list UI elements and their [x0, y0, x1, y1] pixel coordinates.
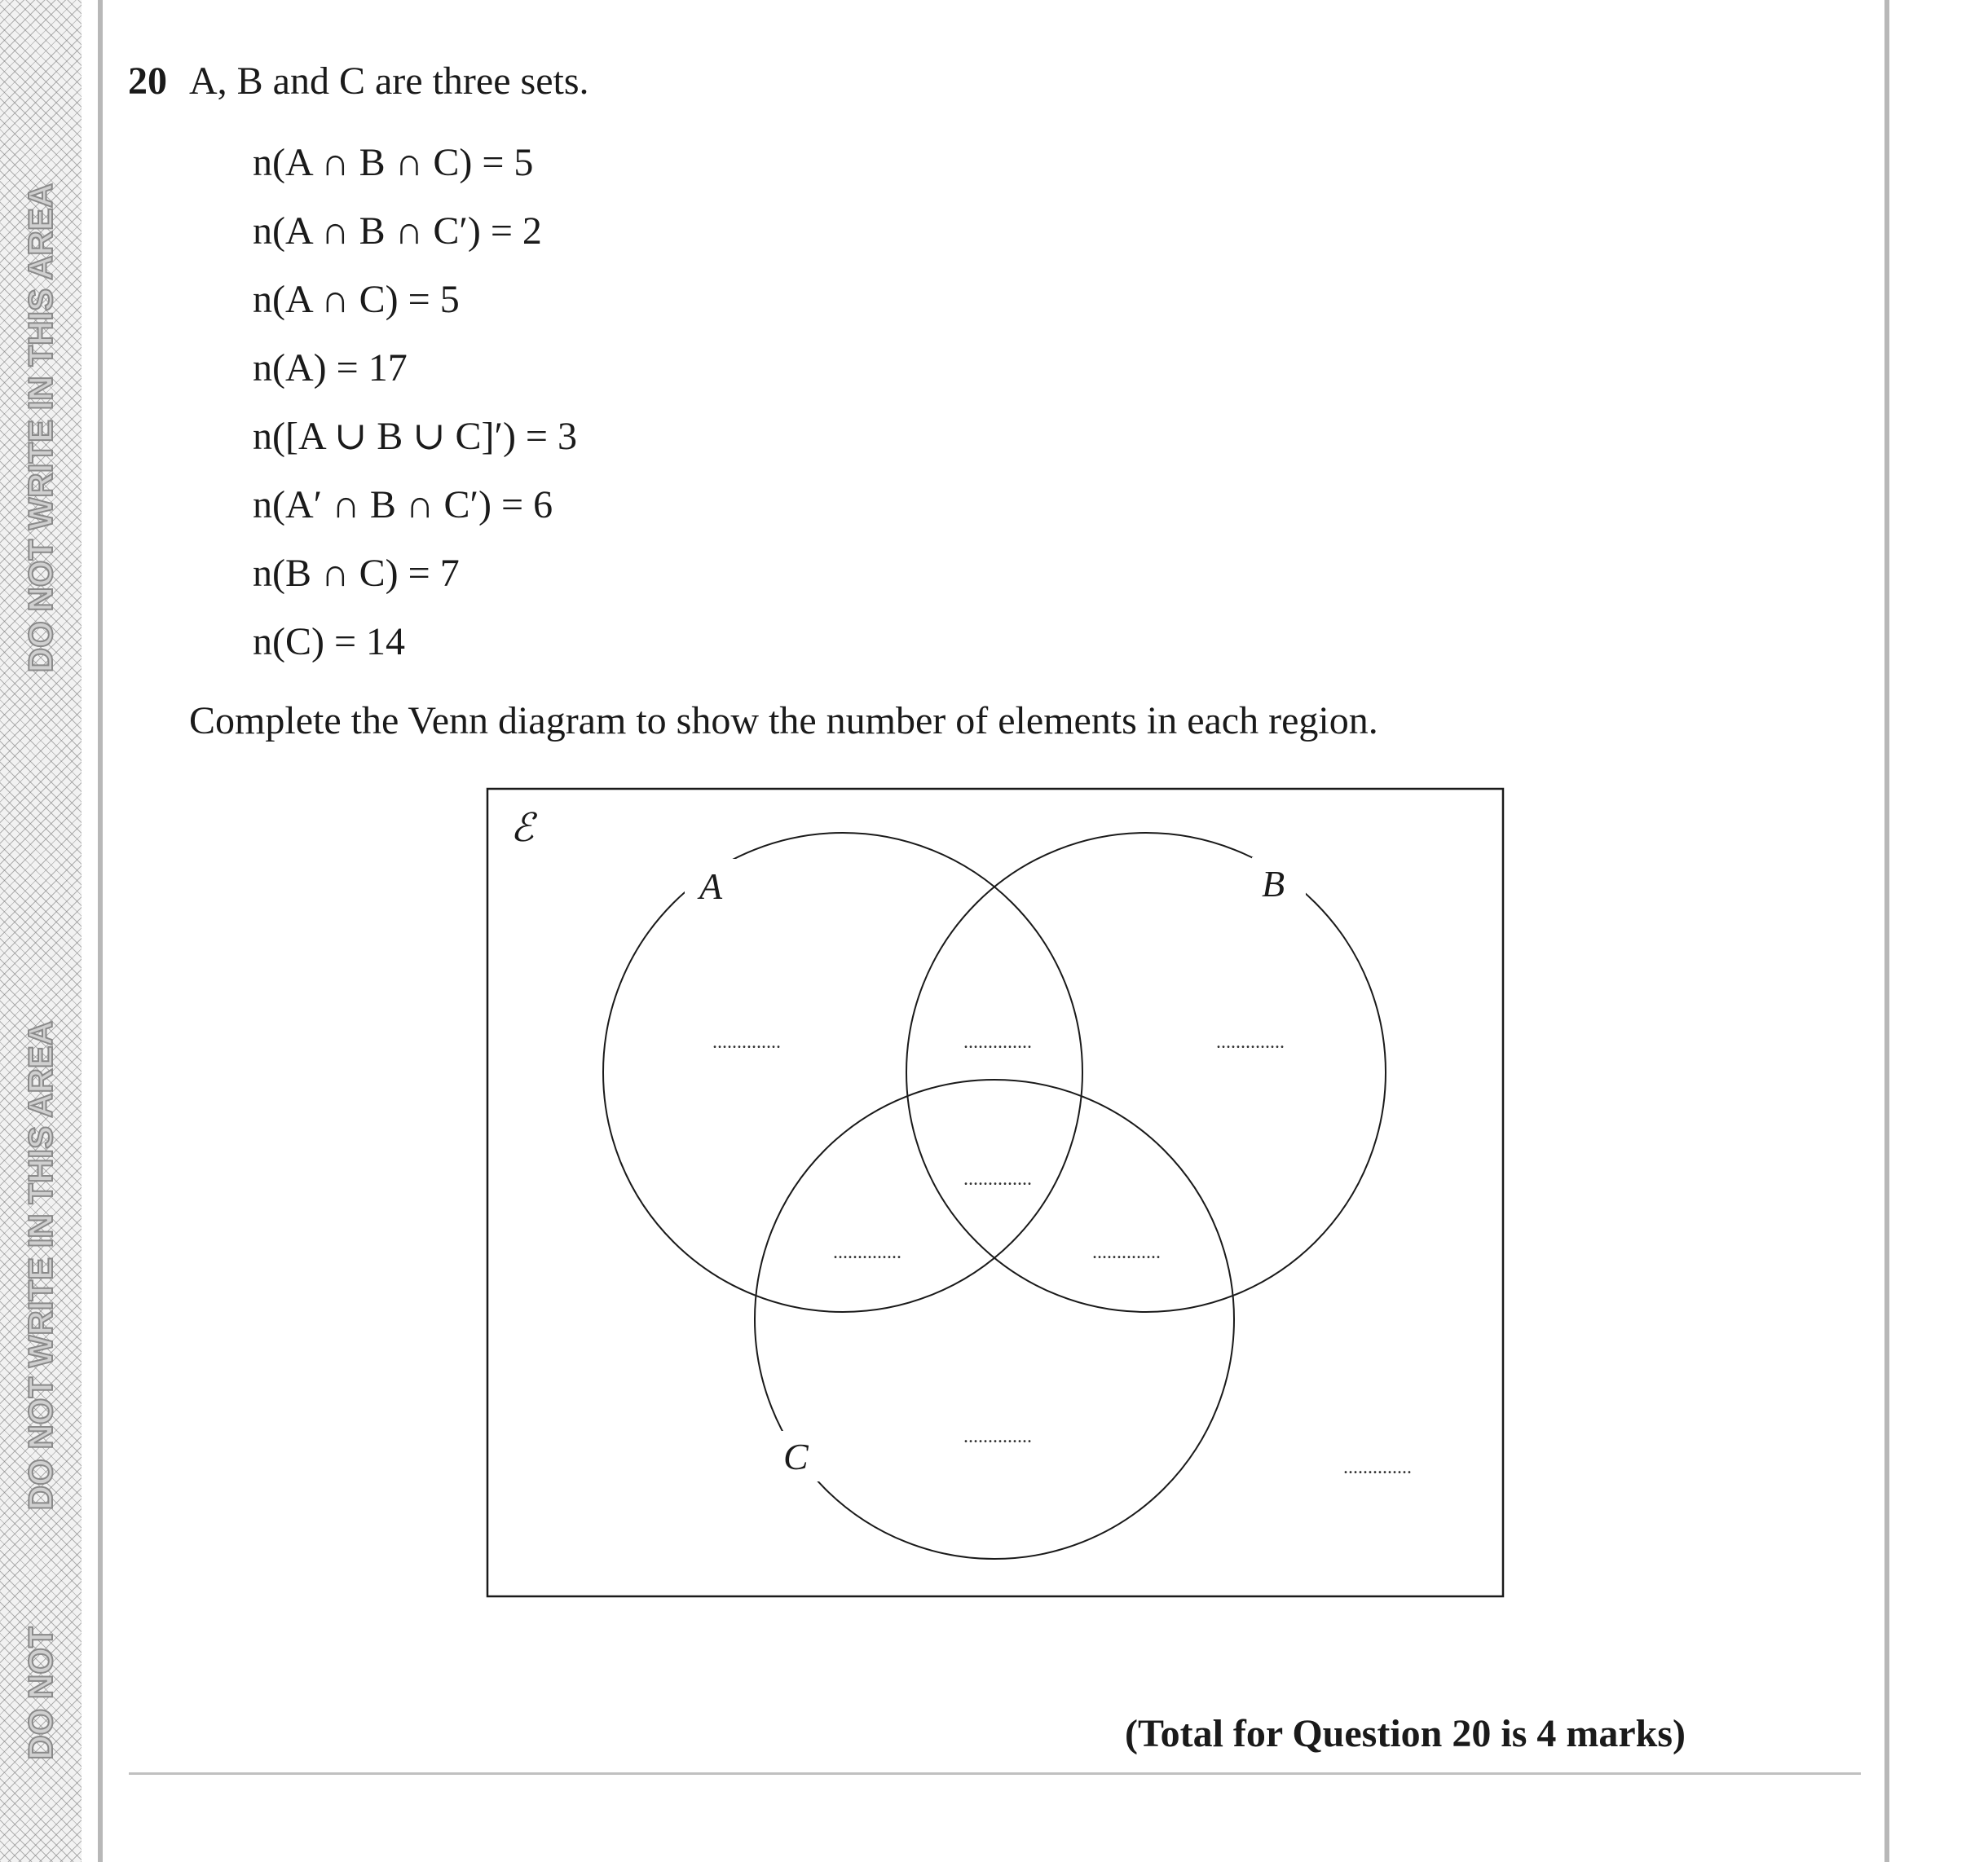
equation-1: n(A ∩ B ∩ C) = 5	[253, 141, 534, 184]
circle-b	[906, 833, 1386, 1312]
venn-diagram	[486, 787, 1505, 1598]
margin-warning-2: DO NOT WRITE IN THIS AREA	[21, 1020, 60, 1511]
question-number: 20	[128, 59, 167, 103]
left-border-rule	[98, 0, 103, 1862]
equation-5: n([A ∪ B ∪ C]′) = 3	[253, 415, 577, 458]
label-set-a: A	[699, 865, 723, 907]
margin-warning-3: DO NOT	[21, 1626, 60, 1760]
equation-6: n(A′ ∩ B ∩ C′) = 6	[253, 483, 553, 526]
label-set-b: B	[1262, 863, 1285, 905]
blank-a-only[interactable]: ..............	[712, 1032, 781, 1053]
instruction-text: Complete the Venn diagram to show the number of elements in each region.	[189, 699, 1378, 742]
question-total-marks: (Total for Question 20 is 4 marks)	[1125, 1712, 1686, 1755]
margin-strip	[0, 0, 82, 1862]
question-intro: A, B and C are three sets.	[189, 59, 589, 103]
right-border-rule	[1884, 0, 1889, 1862]
equation-3: n(A ∩ C) = 5	[253, 278, 460, 321]
blank-c-only[interactable]: ..............	[963, 1426, 1032, 1447]
blank-a-b-only[interactable]: ..............	[963, 1032, 1032, 1053]
equation-4: n(A) = 17	[253, 346, 408, 390]
blank-b-c-only[interactable]: ..............	[1092, 1242, 1161, 1263]
equation-8: n(C) = 14	[253, 620, 406, 663]
blank-a-c-only[interactable]: ..............	[833, 1242, 901, 1263]
circle-c	[755, 1080, 1234, 1559]
universal-set-symbol: ℰ	[510, 807, 535, 850]
equation-7: n(B ∩ C) = 7	[253, 552, 460, 595]
equation-2: n(A ∩ B ∩ C′) = 2	[253, 209, 542, 253]
blank-outside[interactable]: ..............	[1343, 1457, 1412, 1478]
margin-warning-1: DO NOT WRITE IN THIS AREA	[21, 183, 60, 673]
bottom-rule	[129, 1772, 1861, 1775]
blank-b-only[interactable]: ..............	[1216, 1032, 1285, 1053]
circle-a	[603, 833, 1082, 1312]
blank-a-b-c[interactable]: ..............	[963, 1169, 1032, 1190]
label-set-c: C	[783, 1436, 809, 1477]
